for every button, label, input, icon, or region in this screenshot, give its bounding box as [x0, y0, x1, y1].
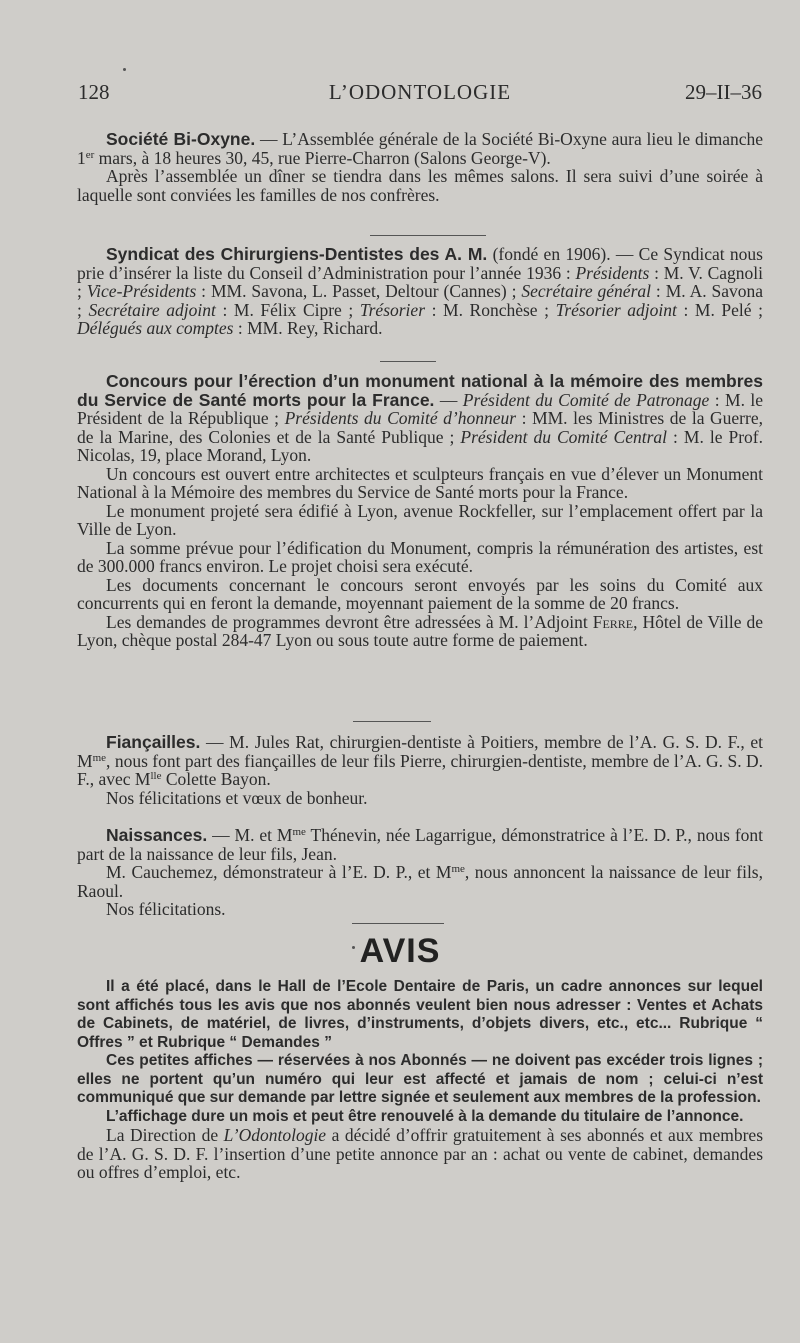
paragraph: La Direction de L’Odontologie a décidé d’offrir gratuitement à ses abonnés et aux membres de l’A. G. S. D. F. l’insertion d’une petite annonce par an : achat ou vente de cabinet, demandes ou offres d’emploi, etc.	[77, 1125, 764, 1182]
section-heading: Concours pour l’érection d’un monument national à la mémoire des membres du Service de Santé morts pour la France.	[77, 371, 763, 410]
separator-rule	[370, 235, 486, 236]
paragraph: Fiançailles. — M. Jules Rat, chirurgien-dentiste à Poitiers, membre de l’A. G. S. D. F., et $M^{me}$, nous font part des fiançailles de leur fils Pierre, chirurgien-dentiste, membre de l’A. G. S. D. F., avec $M^{lle}$ Colette Bayon.	[77, 732, 763, 789]
issue-date: 29–II–36	[685, 80, 762, 104]
paragraph: Les documents concernant le concours seront envoyés par les soins du Comité aux concurrents qui en feront la demande, moyennant paiement de la somme de 20 francs.	[77, 574, 763, 613]
avis-title: AVIS	[359, 932, 441, 970]
separator-rule	[352, 923, 444, 924]
paragraph: Société Bi-Oxyne. — L’Assemblée générale de la Société Bi-Oxyne aura lieu le dimanche 1er mars, à 18 heures 30, 45, rue Pierre-Charron (Salons George-V).	[77, 129, 763, 168]
section-bi-oxyne	[77, 130, 763, 204]
section-heading: Syndicat des Chirurgiens-Dentistes des A. M.	[106, 244, 488, 264]
section-syndicat	[77, 245, 763, 338]
paragraph: Les demandes de programmes devront être adressées à M. l’Adjoint Ferre, Hôtel de Ville de Lyon, chèque postal 284-47 Lyon ou sous toute autre forme de paiement.	[77, 611, 764, 650]
print-mark	[123, 68, 126, 71]
paragraph: Après l’assemblée un dîner se tiendra dans les mêmes salons. Il sera suivi d’une soirée à laquelle sont conviées les familles de nos confrères.	[77, 166, 763, 205]
section-heading: Fiançailles.	[106, 732, 201, 752]
paragraph: Syndicat des Chirurgiens-Dentistes des A. M. (fondé en 1906). — Ce Syndicat nous prie d’insérer la liste du Conseil d’Administration pour l’année 1936 : Présidents : M. V. Cagnoli ; Vice-Présidents : MM. Savona, L. Passet, Deltour (Cannes) ; Secrétaire général : M. A. Savona ; Secrétaire adjoint : M. Félix Cipre ; Trésorier : M. Ronchèse ; Trésorier adjoint : M. Pelé ; Délégués aux comptes : MM. Rey, Richard.	[77, 244, 763, 338]
journal-title: L’ODONTOLOGIE	[328, 80, 512, 104]
separator-rule	[380, 361, 436, 362]
section-heading: Société Bi-Oxyne.	[106, 129, 256, 149]
paragraph: Nos félicitations.	[106, 899, 226, 919]
section-naissances	[77, 826, 763, 919]
paragraph: Ces petites affiches — réservées à nos Abonnés — ne doivent pas excéder trois lignes ; elles ne portent qu’un numéro qui leur est affecté et jamais de nom ; celui-ci n’est communiqué que sur demande par lettre signée et seulement aux membres de la profession.	[77, 1052, 763, 1106]
page-number: 128	[78, 80, 110, 104]
paragraph: Nos félicitations et vœux de bonheur.	[106, 787, 368, 808]
separator-rule	[353, 721, 431, 722]
paragraph: Naissances. — M. et $M^{me}$ Thénevin, née Lagarrigue, démonstratrice à l’E. D. P., nous font part de la naissance de leur fils, Jean.	[77, 825, 764, 864]
section-avis	[77, 978, 763, 1182]
paragraph: Concours pour l’érection d’un monument national à la mémoire des membres du Service de Santé morts pour la France. — Président du Comité de Patronage : M. le Président de la République ; Présidents du Comité d’honneur : MM. les Ministres de la Guerre, de la Marine, des Colonies et de la Santé Publique ; Président du Comité Central : M. le Prof. Nicolas, 19, place Morand, Lyon.	[77, 371, 763, 465]
paragraph: M. Cauchemez, démonstrateur à l’E. D. P., et $M^{me}$, nous annoncent la naissance de leur fils, Raoul.	[77, 862, 763, 901]
paragraph: Un concours est ouvert entre architectes et sculpteurs français en vue d’élever un Monument National à la Mémoire des membres du Service de Santé morts pour la France.	[77, 463, 763, 502]
running-header	[78, 80, 762, 110]
section-concours	[77, 372, 763, 650]
section-fiancailles	[77, 733, 763, 807]
paragraph: L’affichage dure un mois et peut être renouvelé à la demande du titulaire de l’annonce.	[106, 1107, 744, 1125]
paragraph: Il a été placé, dans le Hall de l’Ecole Dentaire de Paris, un cadre annonces sur lequel sont affichés tous les avis que nos abonnés veulent bien nous adresser : Ventes et Achats de Cabinets, de matériel, de livres, d’instruments, d’objets divers, etc., etc... Rubrique “ Offres ” et Rubrique “ Demandes ”	[77, 978, 763, 1051]
paragraph: La somme prévue pour l’édification du Monument, compris la rémunération des artistes, est de 300.000 francs environ. Le projet choisi sera exécuté.	[77, 537, 763, 576]
section-heading: Naissances.	[106, 825, 208, 845]
paragraph: Le monument projeté sera édifié à Lyon, avenue Rockfeller, sur l’emplacement offert par la Ville de Lyon.	[77, 500, 763, 539]
